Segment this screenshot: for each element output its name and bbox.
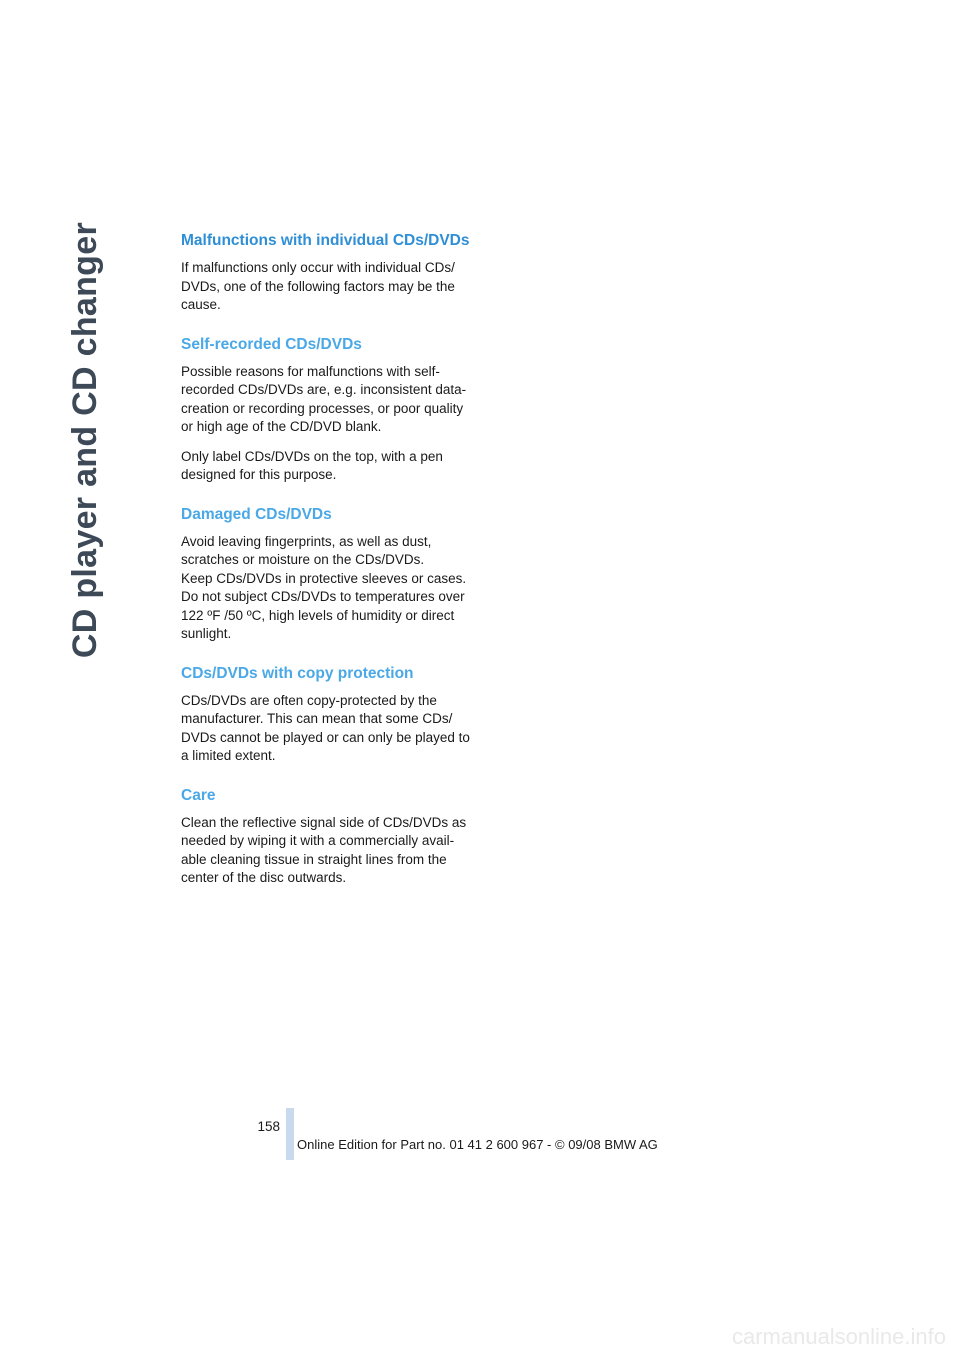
section-care (181, 786, 481, 888)
chapter-side-title: CD player and CD changer (65, 222, 104, 659)
section-heading: Self-recorded CDs/DVDs (181, 335, 362, 353)
section-damaged (181, 505, 481, 644)
watermark: carmanualsonline.info (731, 1324, 946, 1349)
section-malfunctions (181, 231, 481, 315)
paragraph: If malfunctions only occur with individual CDs/ DVDs, one of the following factors may be the cause. (181, 260, 455, 312)
section-heading: Care (181, 786, 216, 804)
paragraph: CDs/DVDs are often copy-protected by the manufacturer. This can mean that some CDs/ DVDs cannot be played or can only be played to a limited extent. (181, 692, 470, 763)
paragraph: Clean the reflective signal side of CDs/DVDs as needed by wiping it with a commercially avail- able cleaning tissue in straight lines from the center of the disc outwards. (181, 814, 467, 885)
paragraph: Only label CDs/DVDs on the top, with a pen designed for this purpose. (181, 448, 443, 482)
paragraph: Possible reasons for malfunctions with self- recorded CDs/DVDs are, e.g. inconsistent data- creation or recording processes, or poor quality or high age of the CD/DVD blank. (181, 363, 467, 434)
section-copy-protection (181, 664, 481, 766)
footer-edition-text: Online Edition for Part no. 01 41 2 600 967 - © 09/08 BMW AG (297, 1137, 658, 1152)
section-self-recorded (181, 335, 481, 485)
footer-accent-bar (286, 1108, 294, 1160)
page-content (181, 231, 481, 899)
section-heading: Malfunctions with individual CDs/DVDs (181, 232, 470, 249)
page-number: 158 (257, 1119, 280, 1134)
section-heading: Damaged CDs/DVDs (181, 505, 332, 523)
section-heading: CDs/DVDs with copy protection (181, 664, 414, 682)
paragraph: Avoid leaving fingerprints, as well as dust, scratches or moisture on the CDs/DVDs. Keep CDs/DVDs in protective sleeves or cases. Do not subject CDs/DVDs to temperatures over 122 ºF /50 ºC, high levels of humidity or direct sunlight. (181, 533, 467, 641)
